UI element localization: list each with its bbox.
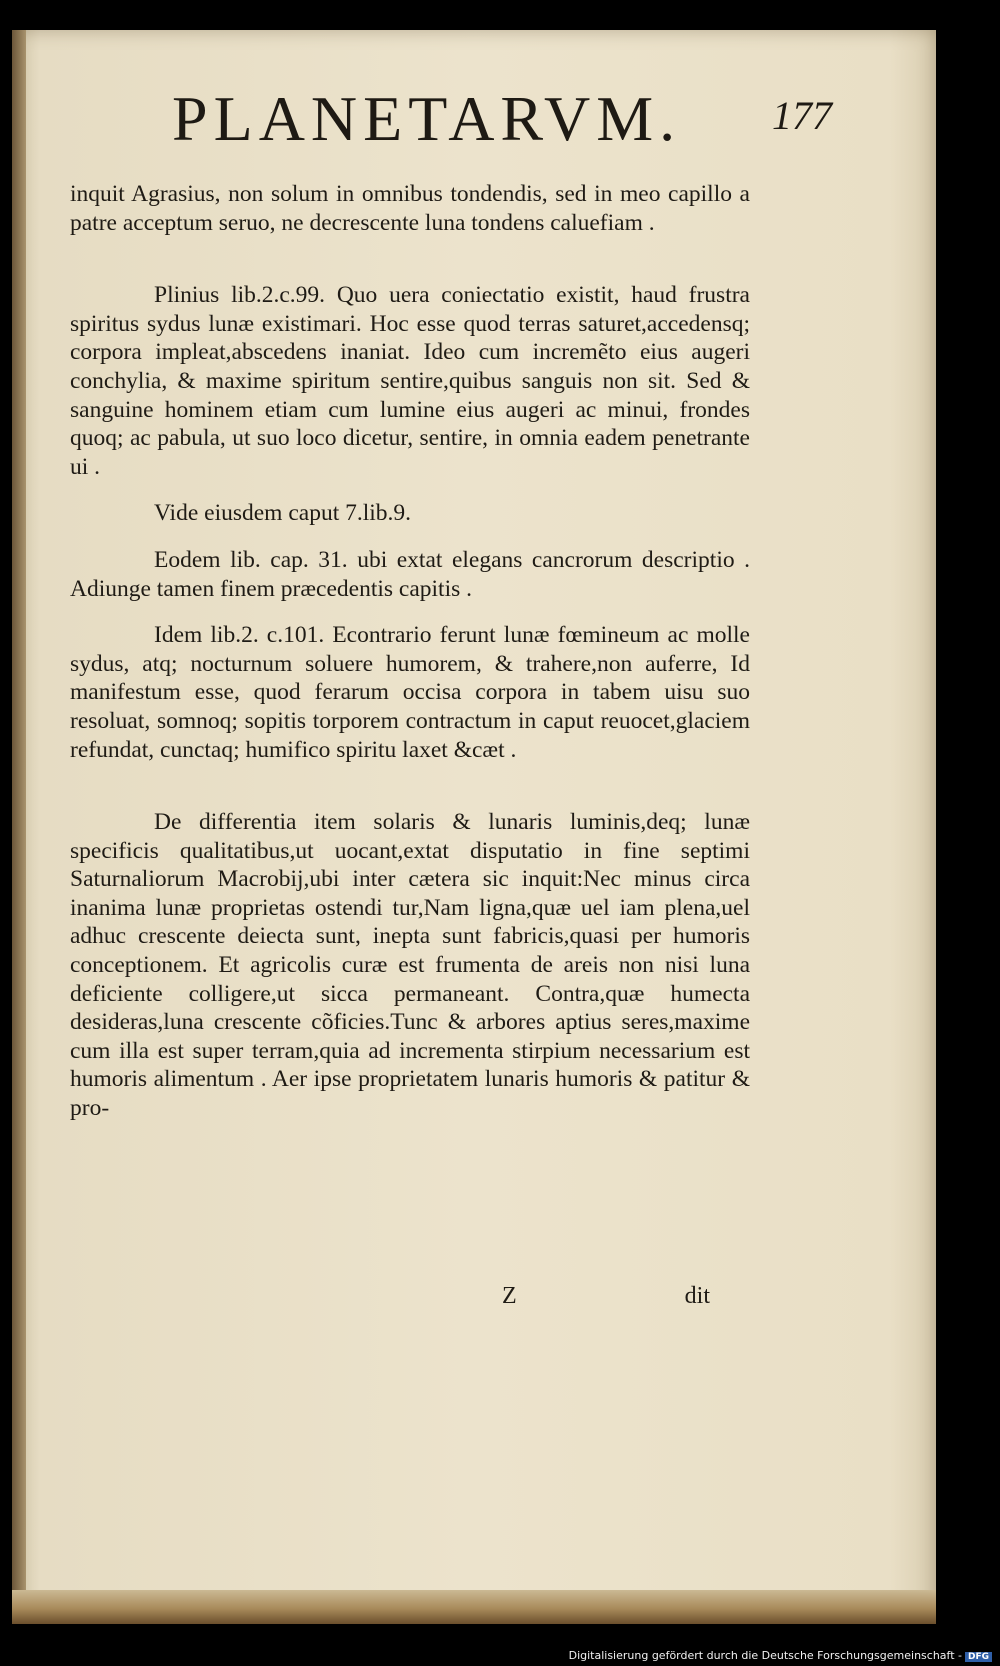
credit-text: Digitalisierung gefördert durch die Deutsche Forschungsgemeinschaft - [568, 1649, 962, 1662]
digitization-credit [569, 1649, 992, 1662]
page-number: 177 [772, 93, 832, 138]
paragraph-2: Plinius lib.2.c.99. Quo uera coniectatio existit, haud frustra spiritus sydus lunæ existimari. Hoc esse quod terras saturet,accedensq; corpora impleat,abscedens inaniat. Ideo cum incremẽto eius augeri conchylia, & maxime spiritum sentire,quibus sanguis non sit. Sed & sanguine hominem etiam cum lumine eius augeri ac minui, frondes quoq; ac pabula, ut suo loco dicetur, sentire, in omnia eadem penetrante ui . [70, 282, 750, 480]
paragraph-3: Vide eiusdem caput 7.lib.9. [154, 500, 412, 527]
catchword: dit [684, 1283, 710, 1309]
paragraph-1: inquit Agrasius, non solum in omnibus tondendis, sed in meo capillo a patre acceptum seruo, ne decrescente luna tondens caluefiam . [70, 181, 750, 236]
running-head: PLANETARVM. [172, 83, 682, 154]
page-gutter [12, 30, 26, 1624]
dfg-logo: DFG [965, 1652, 992, 1662]
page-bottom-edge [12, 1590, 936, 1624]
paragraph-5: Idem lib.2. c.101. Econtrario ferunt lunæ fœmineum ac molle sydus, atq; nocturnum soluere humorem, & trahere,non auferre, Id manifestum esse, quod ferarum occisa corpora in tabem uisu suo resoluat, somnoq; sopitis torporem contractum in caput reuocet,glaciem refundat, cunctaq; humifico spiritu laxet &cæt . [70, 622, 750, 763]
paragraph-6: De differentia item solaris & lunaris luminis,deq; lunæ specificis qualitatibus,ut uocant,extat disputatio in fine septimi Saturnaliorum Macrobij,ubi inter cætera sic inquit:Nec minus circa inanima lunæ proprietas ostendi tur,Nam ligna,quæ uel iam plena,uel adhuc crescente deiecta sunt, inepta sunt fabricis,quasi per humoris conceptionem. Et agricolis curæ est frumenta de areis non nisi luna deficiente colligere,ut sicca permaneant. Contra,quæ humecta desideras,luna crescente cõficies.Tunc & arbores aptius seres,maxime cum illa est super terram,quia ad incrementa stirpium necessarium est humoris alimentum . Aer ipse proprietatem lunaris humoris & patitur & pro- [70, 809, 750, 1122]
signature-mark: Z [502, 1283, 517, 1309]
paragraph-4: Eodem lib. cap. 31. ubi extat elegans cancrorum descriptio . Adiunge tamen finem præcedentis capitis . [70, 546, 750, 602]
body-text [70, 180, 750, 1123]
book-page [12, 30, 936, 1624]
